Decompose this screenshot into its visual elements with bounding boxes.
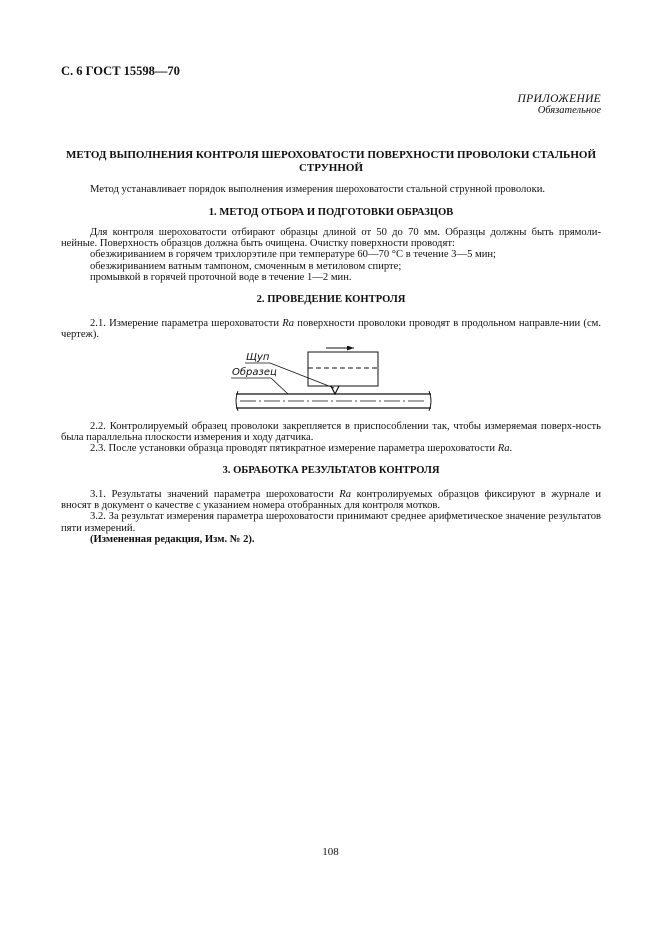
label-probe-leader [270, 363, 334, 388]
measurement-diagram [226, 346, 436, 414]
probe-housing [308, 352, 378, 386]
appendix-subtitle: Обязательное [537, 105, 601, 116]
paragraph-2-1 [61, 318, 601, 340]
document-title [61, 149, 601, 175]
direction-arrow-head [347, 346, 354, 351]
label-sample: Образец [232, 367, 277, 378]
p23-text-before: 2.3. После установки образца проводят пятикратное измерение параметра шероховатости [90, 443, 498, 455]
section-1-paragraph: Для контроля шероховатости отбирают образцы длиной от 50 до 70 мм. Образцы должны быть прямоли-нейные. Поверхность образцов должна быть очищена. Очистку поверхности проводят: [61, 227, 601, 250]
intro-paragraph: Метод устанавливает порядок выполнения измерения шероховатости стальной струнной проволоки. [90, 184, 546, 195]
cleaning-item-2: обезжириванием ватным тампоном, смоченным в метиловом спирте; [90, 260, 402, 272]
p31-text-before: 3.1. Результаты значений параметра шероховатости [90, 489, 340, 500]
cleaning-item-1: обезжириванием в горячем трихлорэтиле при температуре 60—70 °С в течение 3—5 мин; [90, 249, 497, 261]
page-number: 108 [322, 846, 339, 858]
paragraph-3-2: 3.2. За результат измерения параметра шероховатости принимают среднее арифметическое значение результатов пяти измерений. [61, 511, 601, 534]
section-1-body [61, 227, 601, 283]
p23-ra-symbol: Ra [497, 443, 510, 455]
section-1-heading: 1. МЕТОД ОТБОРА И ПОДГОТОВКИ ОБРАЗЦОВ [208, 207, 454, 218]
document-header: С. 6 ГОСТ 15598—70 [61, 64, 180, 78]
p21-text-before: 2.1. Измерение параметра шероховатости [90, 318, 283, 329]
title-line-1: МЕТОД ВЫПОЛНЕНИЯ КОНТРОЛЯ ШЕРОХОВАТОСТИ ПОВЕРХНОСТИ ПРОВОЛОКИ СТАЛЬНОЙ [66, 149, 596, 161]
cleaning-item-3: промывкой в горячей проточной воде в течение 1—2 мин. [90, 271, 352, 283]
appendix-label [518, 93, 601, 117]
section-2-body [61, 421, 601, 455]
p21-ra-symbol: Ra [282, 318, 295, 329]
p21-text-after: поверхности проволоки проводят в продольном направле-нии (см. чертеж). [61, 318, 601, 341]
label-probe: Щуп [246, 352, 270, 363]
p31-ra-symbol: Ra [339, 489, 352, 500]
section-3-body [61, 489, 601, 545]
appendix-title: ПРИЛОЖЕНИЕ [517, 93, 601, 105]
section-2-heading: 2. ПРОВЕДЕНИЕ КОНТРОЛЯ [256, 294, 406, 305]
p31-text-after: контролируемых образцов фиксируют в журнале и вносят в документ о качестве с указанием номера отобранных для контроля мотков. [61, 489, 601, 512]
title-line-2: СТРУННОЙ [298, 162, 364, 174]
section-3-heading: 3. ОБРАБОТКА РЕЗУЛЬТАТОВ КОНТРОЛЯ [222, 465, 440, 476]
paragraph-3-1 [61, 489, 601, 511]
paragraph-2-3 [61, 443, 601, 454]
label-sample-leader [271, 378, 288, 394]
amendment-note: (Измененная редакция, Изм. № 2). [90, 533, 255, 545]
paragraph-2-2: 2.2. Контролируемый образец проволоки закрепляется в приспособлении так, чтобы измеряемая поверх-ность была параллельна плоскости измерения и ходу датчика. [61, 421, 601, 444]
p23-text-after: . [509, 443, 513, 455]
